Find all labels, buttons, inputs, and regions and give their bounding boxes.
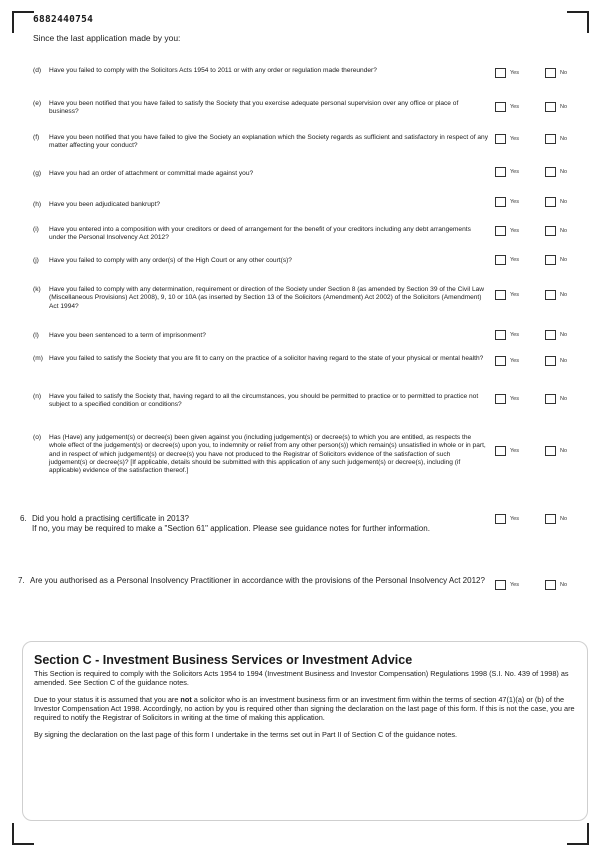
checkbox[interactable]	[545, 580, 556, 590]
checkbox[interactable]	[495, 330, 506, 340]
question-n-no[interactable]: No	[545, 394, 567, 404]
question-l-no[interactable]: No	[545, 330, 567, 340]
corner-mark-bottom-left	[12, 823, 34, 845]
checkbox[interactable]	[545, 226, 556, 236]
checkbox[interactable]	[545, 290, 556, 300]
checkbox[interactable]	[545, 102, 556, 112]
checkbox[interactable]	[495, 290, 506, 300]
intro-text: Since the last application made by you:	[33, 33, 181, 43]
question-j-yes[interactable]: Yes	[495, 255, 519, 265]
checkbox[interactable]	[545, 330, 556, 340]
checkbox[interactable]	[545, 255, 556, 265]
question-6-text: Did you hold a practising certificate in 2013?	[32, 514, 189, 523]
corner-mark-top-right	[567, 11, 589, 33]
section-c-paragraph-1: This Section is required to comply with the Solicitors Acts 1954 to 1994 (Investment Business and Investor Compensation) Regulations 1998 (S.I. No. 439 of 1998) as amended. See Section C of the guidance notes.	[34, 669, 569, 687]
question-n-yes[interactable]: Yes	[495, 394, 519, 404]
question-7-no[interactable]: No	[545, 580, 567, 590]
checkbox[interactable]	[495, 514, 506, 524]
checkbox[interactable]	[545, 134, 556, 144]
checkbox[interactable]	[495, 356, 506, 366]
question-h-yes[interactable]: Yes	[495, 197, 519, 207]
checkbox[interactable]	[545, 197, 556, 207]
question-n: (n) Have you failed to satisfy the Society that, having regard to all the circumstances, you should be permitted to practice or to permitted to practice not subject to a specified condition or conditions?	[33, 393, 479, 409]
question-6-note: If no, you may be required to make a "Section 61" application. Please see guidance notes for further information.	[32, 523, 430, 533]
checkbox[interactable]	[495, 255, 506, 265]
question-h-no[interactable]: No	[545, 197, 567, 207]
question-m-no[interactable]: No	[545, 356, 567, 366]
question-f-no[interactable]: No	[545, 134, 567, 144]
question-k-no[interactable]: No	[545, 290, 567, 300]
question-6-no[interactable]: No	[545, 514, 567, 524]
question-7: 7. Are you authorised as a Personal Insolvency Practitioner in accordance with the provisions of the Personal Insolvency Act 2012?	[18, 576, 485, 585]
question-6-yes[interactable]: Yes	[495, 514, 519, 524]
question-m-yes[interactable]: Yes	[495, 356, 519, 366]
checkbox[interactable]	[495, 134, 506, 144]
checkbox[interactable]	[545, 356, 556, 366]
corner-mark-top-left	[12, 11, 34, 33]
checkbox[interactable]	[495, 102, 506, 112]
question-e-no[interactable]: No	[545, 102, 567, 112]
checkbox[interactable]	[545, 514, 556, 524]
question-g-no[interactable]: No	[545, 167, 567, 177]
checkbox[interactable]	[495, 394, 506, 404]
question-e: (e) Have you been notified that you have failed to satisfy the Society that you exercise adequate personal supervision over any office or place of business?	[33, 100, 459, 116]
emphasis-not: not	[180, 694, 192, 704]
question-i: (i) Have you entered into a composition with your creditors or deed of arrangement for the benefit of your creditors including any debt arrangements under the Personal Insolvency Act 2012?	[33, 226, 471, 242]
question-o: (o) Has (Have) any judgement(s) or decree(s) been given against you (including judgement(s) or decree(s) to which you are entitled, as respects the whole effect of the judgement(s) or decree(s) upon you, to indemnity or relief from any other person(s)) which remain(s) unsatisfied in whole or in part, and in respect of which judgement(s) or decree(s) you have not produced to the Registrar of Solicitors evidence of the satisfaction of such judgement(s) or decree(s)? [If applicable, details should be submitted with this application of any such judgement(s) or decree(s), including (if applicable) evidence of the satisfaction thereof.]	[33, 434, 486, 475]
checkbox[interactable]	[545, 68, 556, 78]
checkbox[interactable]	[495, 580, 506, 590]
question-o-yes[interactable]: Yes	[495, 446, 519, 456]
checkbox[interactable]	[545, 167, 556, 177]
question-i-yes[interactable]: Yes	[495, 226, 519, 236]
question-i-no[interactable]: No	[545, 226, 567, 236]
question-j: (j) Have you failed to comply with any order(s) of the High Court or any other court(s)?	[33, 257, 292, 264]
question-h: (h) Have you been adjudicated bankrupt?	[33, 201, 161, 208]
question-g-yes[interactable]: Yes	[495, 167, 519, 177]
question-o-no[interactable]: No	[545, 446, 567, 456]
corner-mark-bottom-right	[567, 823, 589, 845]
checkbox[interactable]	[545, 446, 556, 456]
checkbox[interactable]	[545, 394, 556, 404]
checkbox[interactable]	[495, 197, 506, 207]
question-l-yes[interactable]: Yes	[495, 330, 519, 340]
checkbox[interactable]	[495, 446, 506, 456]
section-c-panel	[22, 641, 588, 821]
question-f-yes[interactable]: Yes	[495, 134, 519, 144]
question-g: (g) Have you had an order of attachment or committal made against you?	[33, 170, 254, 177]
question-d: (d) Have you failed to comply with the Solicitors Acts 1954 to 2011 or with any order or regulation made thereunder?	[33, 67, 377, 74]
question-m: (m) Have you failed to satisfy the Society that you are fit to carry on the practice of a solicitor having regard to the state of your physical or mental health?	[33, 355, 484, 362]
question-d-no[interactable]: No	[545, 68, 567, 78]
question-l: (l) Have you been sentenced to a term of imprisonment?	[33, 332, 206, 339]
question-e-yes[interactable]: Yes	[495, 102, 519, 112]
section-c-paragraph-2: Due to your status it is assumed that you are not a solicitor who is an investment business firm or an investment firm within the terms of section 47(1)(a) or (b) of the Investor Compensation Act 1998. Accordingly, no action by you is required other than signing the declaration on the last page of this form. If this is not the case, you are required to notify the Registrar of Solicitors in writing at the time of making this application.	[34, 694, 575, 722]
section-c-paragraph-3: By signing the declaration on the last page of this form I undertake in the terms set out in Part II of Section C of the guidance notes.	[34, 729, 458, 739]
question-f: (f) Have you been notified that you have failed to give the Society an explanation which the Society regards as sufficient and satisfactory in respect of any matter affecting your conduct?	[33, 134, 488, 150]
checkbox[interactable]	[495, 68, 506, 78]
question-k-yes[interactable]: Yes	[495, 290, 519, 300]
question-7-yes[interactable]: Yes	[495, 580, 519, 590]
question-6: 6. Did you hold a practising certificate in 2013? If no, you may be required to make a "Section 61" application. Please see guidance notes for further information.	[20, 514, 430, 533]
checkbox[interactable]	[495, 167, 506, 177]
question-k: (k) Have you failed to comply with any determination, requirement or direction of the Society under Section 8 (as amended by Section 39 of the Civil Law (Miscellaneous Provisions) Act 2008), 9, 10 or 10A (as inserted by Section 13 of the Solicitors (Amendment) Act 2002) of the Solicitors (Amendment) Act 1994?	[33, 286, 485, 310]
checkbox[interactable]	[495, 226, 506, 236]
section-c-title: Section C - Investment Business Services or Investment Advice	[34, 653, 413, 667]
question-d-yes[interactable]: Yes	[495, 68, 519, 78]
question-j-no[interactable]: No	[545, 255, 567, 265]
document-number: 6882440754	[33, 14, 94, 25]
